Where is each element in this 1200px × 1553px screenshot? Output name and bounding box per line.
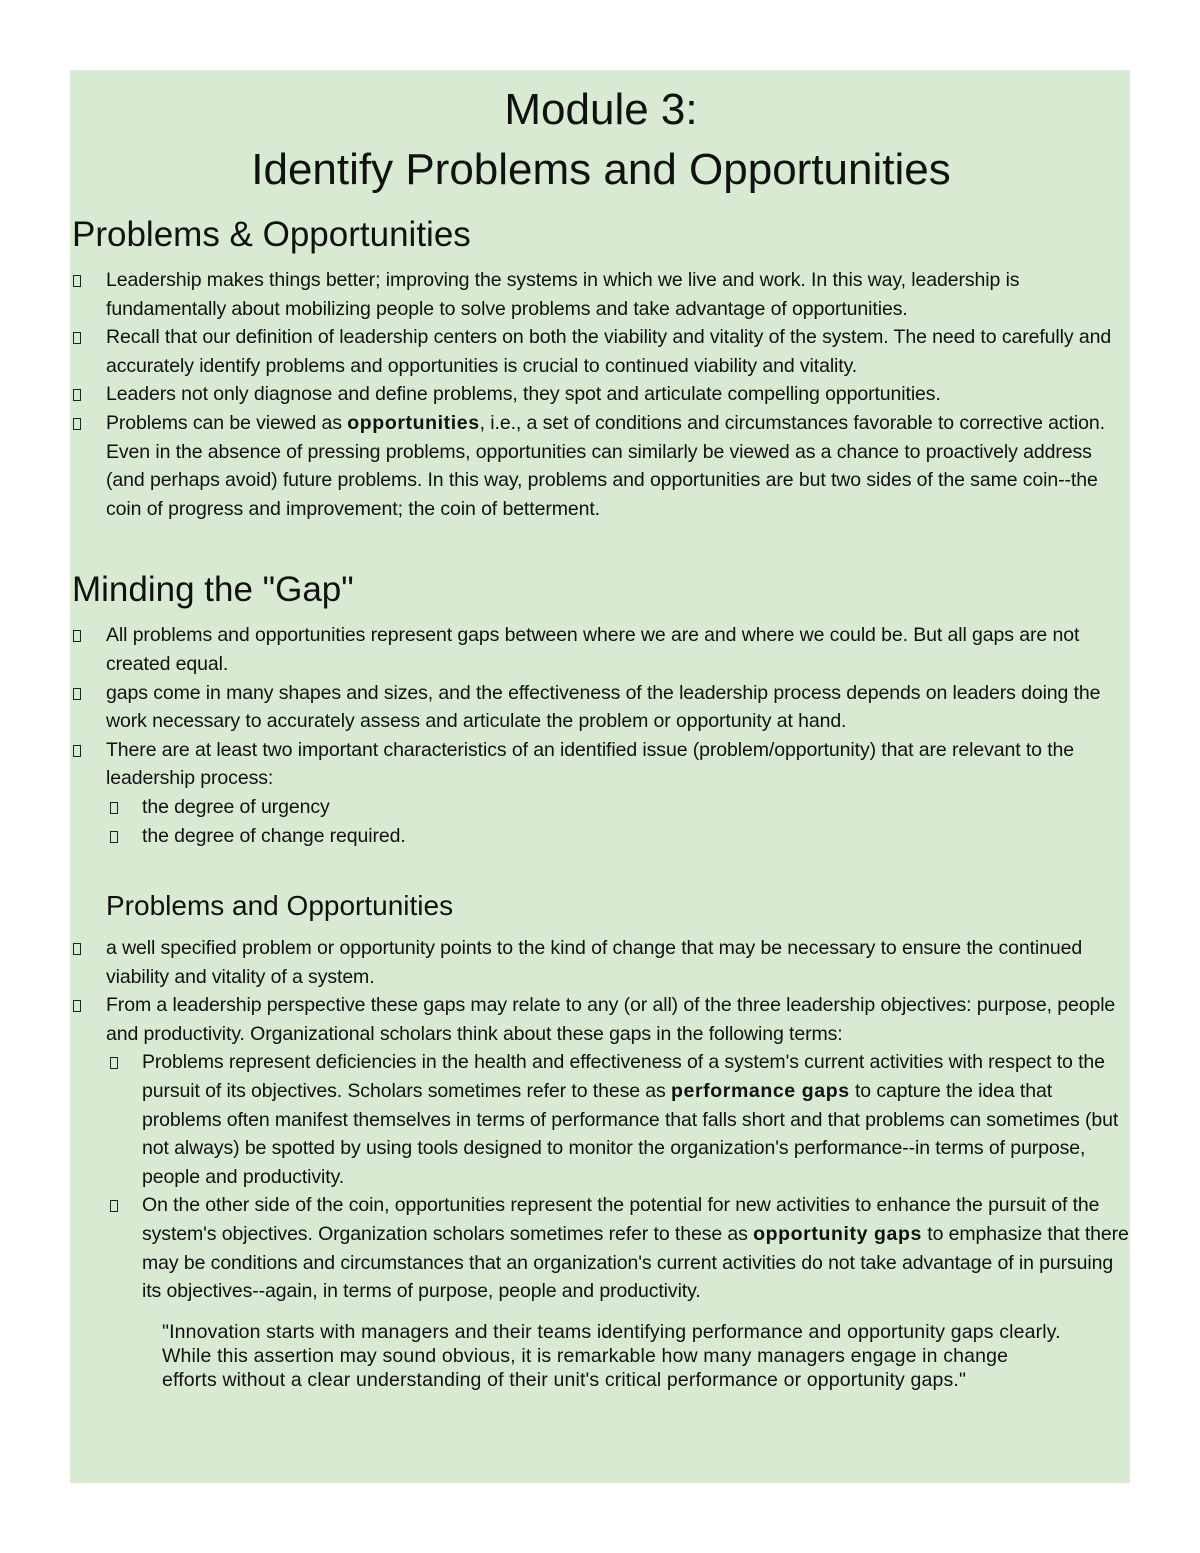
subsection-heading-problems-and-opportunities: Problems and Opportunities bbox=[106, 890, 454, 922]
bullet-box-icon bbox=[73, 389, 81, 401]
section-heading-minding-the-gap: Minding the "Gap" bbox=[72, 570, 354, 610]
bullet-box-icon bbox=[73, 943, 81, 955]
bullet-box-icon bbox=[110, 1200, 118, 1212]
list-item: Leaders not only diagnose and define problems, they spot and articulate compelling opportunities. bbox=[72, 380, 1130, 409]
list-item: There are at least two important characteristics of an identified issue (problem/opportunity) that are relevant to the leadership process: bbox=[72, 736, 1130, 793]
bold-term-opportunity-gaps: opportunity gaps bbox=[753, 1223, 922, 1246]
section3-bullet-list bbox=[72, 934, 1130, 1048]
list-item: the degree of change required. bbox=[72, 822, 1130, 851]
list-item: Recall that our definition of leadership centers on both the viability and vitality of the system. The need to carefully and accurately identify problems and opportunities is crucial to continued viability and vitality. bbox=[72, 323, 1130, 380]
list-item: All problems and opportunities represent gaps between where we are and where we could be. But all gaps are not created equal. bbox=[72, 621, 1130, 678]
block-quote: "Innovation starts with managers and their teams identifying performance and opportunity gaps clearly. While this assertion may sound obvious, it is remarkable how many managers engage in change efforts without a clear understanding of their unit's critical performance or opportunity gaps." bbox=[162, 1320, 1061, 1391]
list-item: From a leadership perspective these gaps may relate to any (or all) of the three leadership objectives: purpose, people and productivity. Organizational scholars think about these gaps in the following terms: bbox=[72, 991, 1130, 1048]
bold-term-opportunities: opportunities bbox=[347, 411, 480, 434]
bullet-box-icon bbox=[73, 688, 81, 700]
bullet-box-icon bbox=[110, 802, 118, 814]
section2-sub-bullet-list bbox=[72, 793, 1130, 850]
page-title bbox=[72, 80, 1130, 200]
list-item: Problems represent deficiencies in the health and effectiveness of a system's current activities with respect to the pursuit of its objectives. Scholars sometimes refer to these as performance gaps to capture the idea that problems often manifest themselves in terms of performance that falls short and that problems can sometimes (but not always) be spotted by using tools designed to monitor the organization's performance--in terms of purpose, people and productivity. bbox=[72, 1048, 1130, 1191]
list-item: the degree of urgency bbox=[72, 793, 1130, 822]
document-page bbox=[70, 70, 1130, 1483]
bullet-box-icon bbox=[73, 275, 81, 287]
title-line-1: Module 3: bbox=[504, 85, 698, 134]
section2-bullet-list bbox=[72, 621, 1130, 793]
list-item: gaps come in many shapes and sizes, and the effectiveness of the leadership process depends on leaders doing the work necessary to accurately assess and articulate the problem or opportunity at hand. bbox=[72, 679, 1130, 736]
title-line-2: Identify Problems and Opportunities bbox=[251, 145, 951, 194]
bullet-box-icon bbox=[110, 831, 118, 843]
section3-sub-bullet-list bbox=[72, 1048, 1130, 1305]
section1-bullet-list bbox=[72, 266, 1130, 523]
bullet-box-icon bbox=[73, 1000, 81, 1012]
list-item: a well specified problem or opportunity points to the kind of change that may be necessary to ensure the continued viability and vitality of a system. bbox=[72, 934, 1130, 991]
bullet-box-icon bbox=[73, 630, 81, 642]
list-item: Problems can be viewed as opportunities, i.e., a set of conditions and circumstances favorable to corrective action. Even in the absence of pressing problems, opportunities can similarly be viewed as a chance to proactively address (and perhaps avoid) future problems. In this way, problems and opportunities are but two sides of the same coin--the coin of progress and improvement; the coin of betterment. bbox=[72, 409, 1130, 523]
list-item: On the other side of the coin, opportunities represent the potential for new activities to enhance the pursuit of the system's objectives. Organization scholars sometimes refer to these as opportunity gaps to emphasize that there may be conditions and circumstances that an organization's current activities do not take advantage of in pursuing its objectives--again, in terms of purpose, people and productivity. bbox=[72, 1191, 1130, 1305]
section-heading-problems-opportunities: Problems & Opportunities bbox=[72, 215, 471, 254]
bold-term-performance-gaps: performance gaps bbox=[671, 1080, 850, 1103]
bullet-box-icon bbox=[73, 745, 81, 757]
bullet-box-icon bbox=[73, 418, 81, 430]
bullet-box-icon bbox=[73, 332, 81, 344]
bullet-box-icon bbox=[110, 1057, 118, 1069]
list-item: Leadership makes things better; improving the systems in which we live and work. In this way, leadership is fundamentally about mobilizing people to solve problems and take advantage of opportunities. bbox=[72, 266, 1130, 323]
